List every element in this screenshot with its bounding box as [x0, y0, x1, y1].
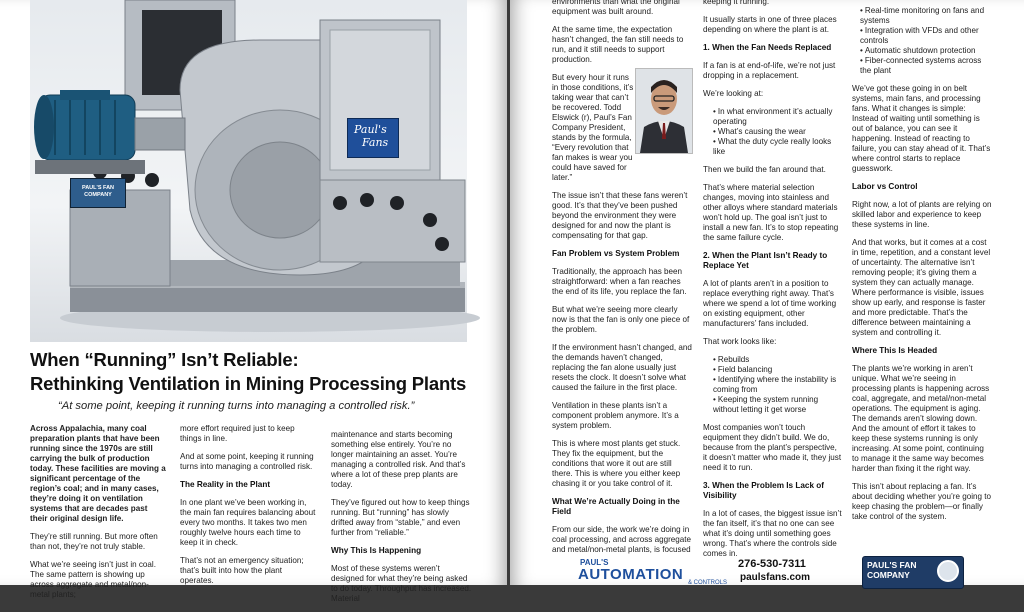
paragraph: This isn’t about replacing a fan. It’s about deciding whether you’re going to keep chasing the problem—or finally take control of the system.: [852, 482, 992, 521]
person-silhouette: [636, 69, 692, 153]
paragraph: If a fan is at end-of-life, we’re not just dropping in a replacement.: [703, 61, 836, 80]
list-item: • Identifying where the instability is coming from: [713, 375, 843, 395]
paragraph: If the environment hasn’t changed, and the demands haven’t changed, replacing the fan alone usually just resets the clock. It doesn’t solve what caused the failure in the first place.: [552, 343, 692, 392]
fan-brand-badge: [347, 118, 399, 158]
paragraph: Right now, a lot of plants are relying on skilled labor and experience to keep these systems in line.: [852, 200, 992, 229]
list-item: • What’s causing the wear: [713, 127, 843, 137]
section-heading: What We’re Actually Doing in the Field: [552, 497, 680, 516]
section-heading: 1. When the Fan Needs Replaced: [703, 43, 832, 52]
advertisement-strip: [510, 552, 1024, 585]
list-item: • Fiber-connected systems across the plant: [860, 56, 992, 76]
paragraph: From our side, the work we’re doing in coal processing, and across aggregate and metal/non-metal plants, is focused: [552, 525, 692, 554]
paragraph: At the same time, the expectation hasn’t changed, the fan still needs to run, and it still needs to support production.: [552, 25, 684, 64]
website-link[interactable]: paulsfans.com: [740, 572, 811, 583]
bullet-list: [703, 355, 843, 415]
fan-badge-line1: Paul's: [354, 123, 387, 136]
paragraph: They’re still running. But more often than not, they’re not truly stable.: [30, 532, 158, 551]
motor-label-text: PAUL'S FAN COMPANY: [81, 185, 115, 198]
right-column-3: [852, 6, 992, 530]
list-item: • Rebuilds: [713, 355, 843, 365]
paragraph: Most companies won’t touch equipment they didn’t build. We do, because from the plant’s perspective, it doesn’t matter who made it, they just need it to run.: [703, 423, 842, 472]
paragraph: Traditionally, the approach has been straightforward: when a fan reaches the end of its life, you replace the fan.: [552, 267, 687, 296]
list-item: • Keeping the system running without letting it get worse: [713, 395, 843, 415]
fan-company-name: PAUL'S FAN COMPANY: [867, 560, 917, 580]
paragraph: It usually starts in one of three places depending on where the plant is at.: [703, 15, 837, 34]
paragraph: And that works, but it comes at a cost in time, repetition, and a constant level of uncertainty. The alternative isn’t removing people; it’s giving them a system they can actually manage. Where performance is visible, issues show up early, and response is faster and more predictable. That’s the difference between maintaining a system and controlling it.: [852, 238, 991, 337]
paragraph: The issue isn’t that these fans weren’t good. It’s that they’ve been pushed beyond the environment they were designed for and now the plant is compensating for that gap.: [552, 191, 688, 240]
right-column-2: [703, 0, 843, 567]
phone-number[interactable]: 276-530-7311: [738, 558, 806, 570]
section-heading: 2. When the Plant Isn’t Ready to Replace Yet: [703, 251, 828, 270]
paragraph: That work looks like:: [703, 337, 777, 346]
left-column-1: [30, 424, 166, 608]
paragraph: And at some point, keeping it running turns into managing a controlled risk.: [180, 452, 314, 471]
paragraph: That’s where material selection changes, moving into stainless and other alloys where standard materials won’t hold up. The goal isn’t just to install a new fan. It’s to stop repeating the same failure cycle.: [703, 183, 839, 242]
lead-paragraph: Across Appalachia, many coal preparation plants that have been running since the 1970s are still carrying the bulk of production today. These facilities are moving a significant percentage of the region’s coal; and in many cases, they’re doing it on ventilation systems that are decades past their original design life.: [30, 424, 166, 523]
section-heading: The Reality in the Plant: [180, 480, 271, 489]
paragraph: They’ve figured out how to keep things running. But “running” has slowly drifted away from “stable,” and even further from “reliable.”: [331, 498, 470, 537]
left-column-2: [180, 424, 317, 594]
paragraph: Ventilation in these plants isn’t a component problem anymore. It’s a system problem.: [552, 401, 679, 430]
paragraph: We’ve got these going in on belt systems, main fans, and processing fans. What it changes is simple: Instead of waiting until something is out of balance, you can see it happening. Instead of reacting to failure, you can stay ahead of it. That’s where control starts to replace guesswork.: [852, 84, 991, 173]
headline-line2: Rethinking Ventilation in Mining Processing Plants: [30, 373, 467, 394]
fan-photo: [30, 0, 467, 342]
president-portrait: [635, 68, 693, 154]
section-heading: Labor vs Control: [852, 182, 918, 191]
automation-sub: & CONTROLS: [688, 580, 728, 586]
list-item: • Real-time monitoring on fans and systems: [860, 6, 992, 26]
list-item: • Field balancing: [713, 365, 843, 375]
left-column-3: [331, 430, 473, 612]
section-heading: 3. When the Problem Is Lack of Visibility: [703, 481, 825, 500]
industrial-fan-illustration: [30, 0, 467, 342]
bullet-list: [852, 6, 992, 76]
paragraph: keeping it running.: [703, 0, 770, 6]
paragraph: But every hour it runs in those conditions, it’s taking wear that can’t be recovered. Todd Elswick (r), Paul’s Fan Company President, stands by the formula, “Every revolution that fan makes is wear you could have saved for later.”: [552, 73, 634, 182]
paragraph: The plants we’re working in aren’t unique. What we’re seeing in processing plants is happening across coal, aggregate, and metal/non-metal operations. The equipment is aging. The demands aren’t slowing down. And the amount of effort it takes to keep these systems running is only increasing. At some point, continuing to manage it the same way becomes harder than fixing it the right way.: [852, 364, 990, 473]
paragraph: Then we build the fan around that.: [703, 165, 826, 174]
list-item: • What the duty cycle really looks like: [713, 137, 843, 157]
paragraph: A lot of plants aren’t in a position to replace everything right away. That’s where we spend a lot of time working on existing equipment, other manufacturers’ fans included.: [703, 279, 837, 328]
paragraph: This is where most plants get stuck. They fix the equipment, but the conditions that wore it out are still there. This is where you either keep chasing it or you take control of it.: [552, 439, 681, 488]
left-page: [0, 0, 507, 603]
paragraph: In a lot of cases, the biggest issue isn’t the fan itself, it’s that no one can see what it’s doing until something goes wrong. That’s where the controls side comes in.: [703, 509, 842, 558]
automation-brand: AUTOMATION: [578, 566, 684, 583]
paragraph: We’re looking at:: [703, 89, 764, 98]
list-item: • Automatic shutdown protection: [860, 46, 992, 56]
paragraph: What we’re seeing isn’t just in coal. The same pattern is showing up across aggregate and metal/non-metal plants;: [30, 560, 156, 599]
right-page: [510, 0, 1024, 585]
section-heading: Where This Is Headed: [852, 346, 938, 355]
section-heading: Fan Problem vs System Problem: [552, 249, 680, 258]
bullet-list: [703, 107, 843, 157]
fan-logo-icon: [937, 560, 959, 582]
fan-company-logo: [862, 556, 964, 589]
article-headline: [30, 348, 500, 396]
paragraph: In one plant we’ve been working in, the main fan requires balancing about every two months. It takes two men roughly twelve hours each time to keep it in check.: [180, 498, 316, 547]
list-item: • In what environment it’s actually operating: [713, 107, 843, 127]
paragraph: That’s not an emergency situation; that’s built into how the plant operates.: [180, 556, 304, 585]
paragraph: But what we’re seeing more clearly now is that the fan is only one piece of the problem.: [552, 305, 690, 334]
paragraph: environments than what the original equipment was built around.: [552, 0, 680, 16]
section-heading: Why This Is Happening: [331, 546, 422, 555]
paragraph: more effort required just to keep things in line.: [180, 424, 295, 443]
headline-line1: When “Running” Isn’t Reliable:: [30, 349, 299, 370]
paragraph: Most of these systems weren’t designed for what they’re being asked to do today. Throughput has increased. Material: [331, 564, 472, 603]
list-item: • Integration with VFDs and other controls: [860, 26, 992, 46]
pull-quote: “At some point, keeping it running turns into managing a controlled risk.”: [58, 400, 415, 412]
automation-brand-small: PAUL'S: [580, 558, 609, 567]
paragraph: maintenance and starts becoming something else entirely. You’re no longer maintaining an asset. You’re managing a controlled risk. And that’s where a lot of these prep plants are today.: [331, 430, 466, 489]
motor-label-badge: [70, 178, 126, 208]
fan-badge-line2: Fans: [362, 136, 389, 149]
